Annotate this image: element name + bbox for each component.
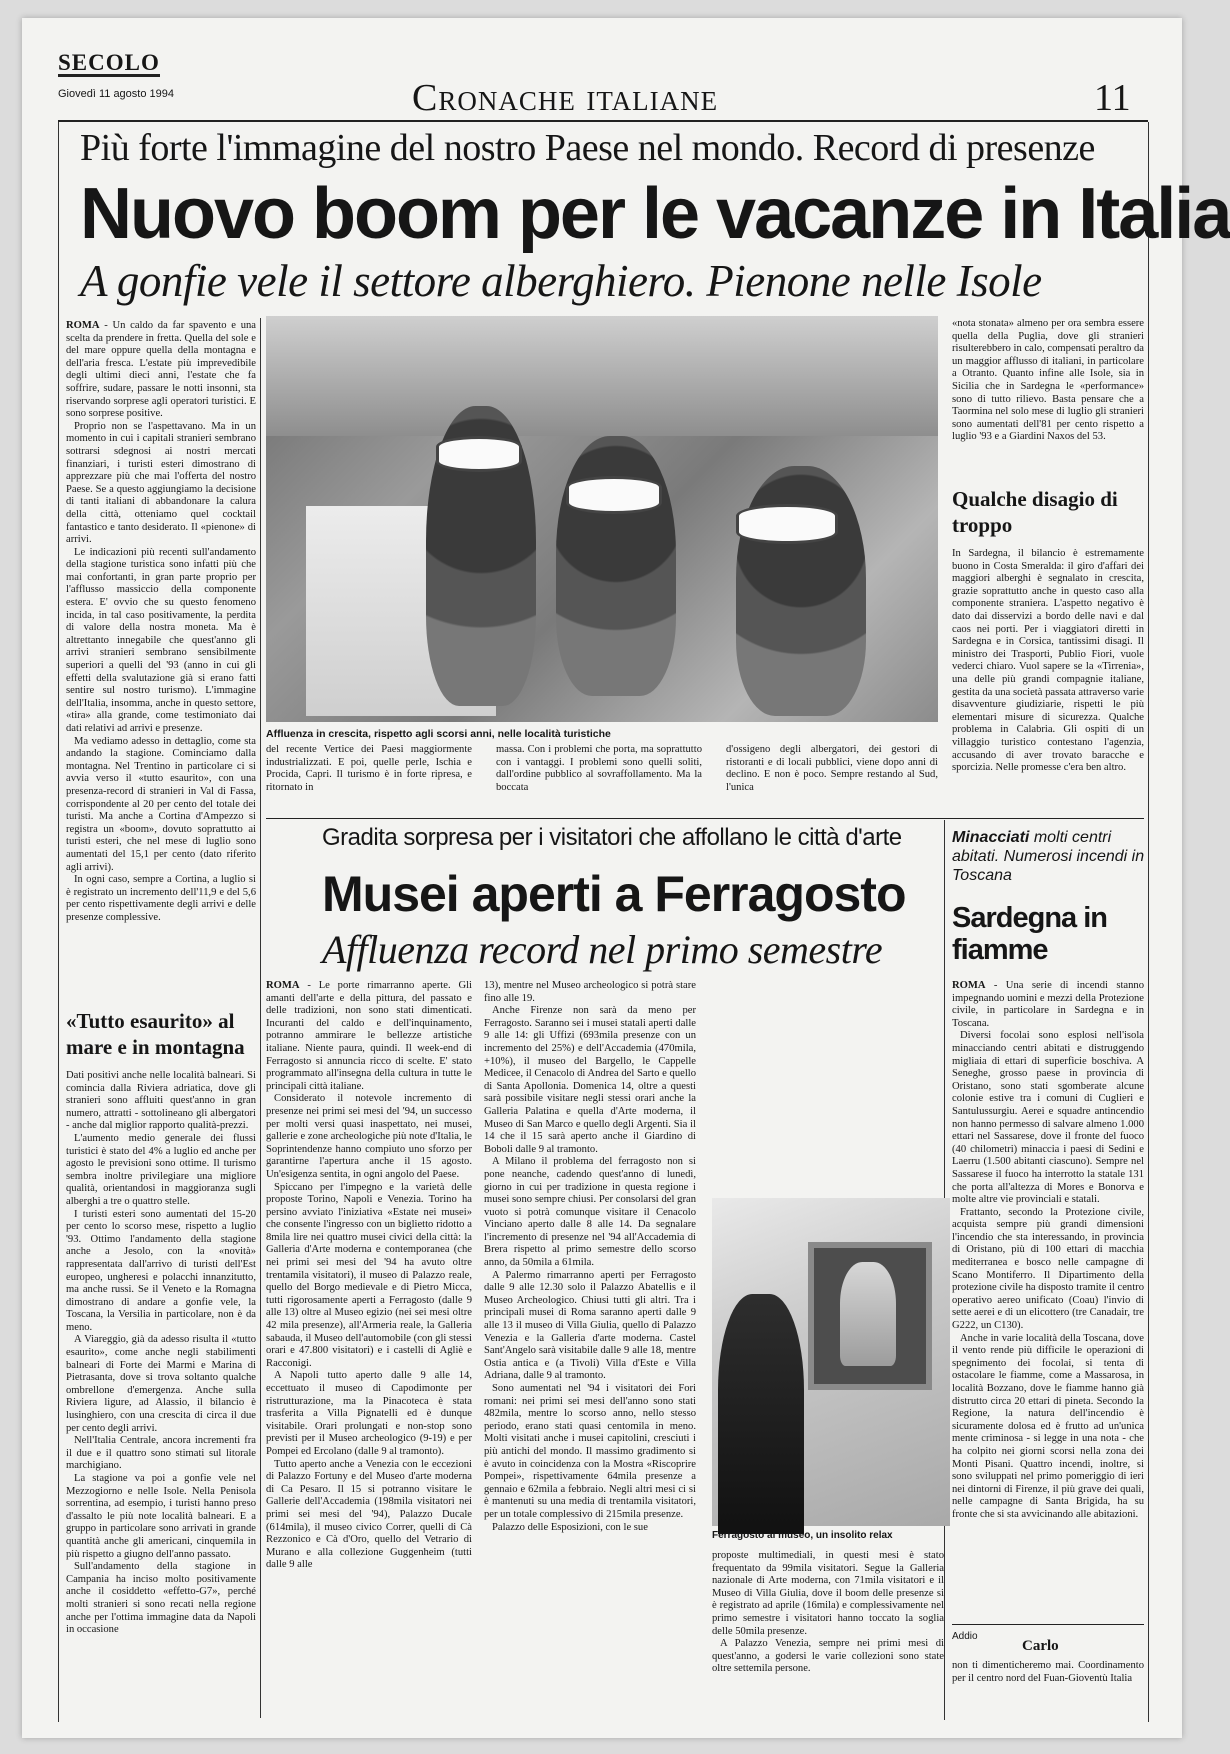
watermelon-slice — [436, 436, 522, 472]
story2-column-b — [484, 980, 696, 1720]
paragraph: Palazzo delle Esposizioni, con le sue — [492, 1521, 648, 1533]
photo-painting — [808, 1242, 932, 1390]
paragraph: Diversi focolai sono esplosi nell'isola minacciando centri abitati e distruggendo migliaia di ettari di superficie boschiva. A Seneghe, grosso paese in provincia di Oristano, sono stati sgomberate alcune colonie estive tra i comuni di Cuglieri e Santulussurgiu. Aerei e squadre antincendio non hanno permesso di salvare almeno 1.000 ettari nel Sassarese, dove il fronte del fuoco (40 chilometri) minaccia i paesi di Sedini e Laerru (1.500 abitanti ciascuno). Sempre nel Sassarese il fuoco ha interrotto la statale 131 che porta all'altezza di Mores e Bonorva e molte altre vie provinciali e statali. — [952, 1030, 1144, 1206]
story1-kicker: Più forte l'immagine del nostro Paese nel mondo. Record di presenze — [80, 127, 1095, 169]
photo-sea — [266, 316, 938, 436]
paragraph: In ogni caso, sempre a Cortina, a luglio si è registrato un incremento dell'11,9 e del 5,6 per cento rispettivamente degli arrivi e delle presenze complessive. — [66, 874, 256, 923]
addio-label: Addio — [952, 1631, 978, 1642]
paragraph: ROMA - Una serie di incendi stanno impegnando uomini e mezzi della Protezione civile, in particolare in Sardegna e in Toscana. — [952, 980, 1144, 1029]
paragraph: A Napoli tutto aperto dalle 9 alle 14, eccettuato il museo di Capodimonte per ristrutturazione, ma la Pinacoteca è stata trasferita a Villa Pignatelli ed è dunque visitabile. Orari prolungati e non-stop sono previsti per il Museo archeologico (9-19) e per Pompei ed Ercolano (dalle 9 al tramonto). — [266, 1370, 472, 1457]
column-divider-left — [260, 318, 261, 1718]
paragraph: I turisti esteri sono aumentati del 15-20 per cento lo scorso mese, rispetto a luglio '93. Ottimo l'andamento della stagione anche a Jesolo, con la «novità» rappresentata dall'arrivo di turisti dell'Est europeo, ungheresi e polacchi innanzitutto, ma anche russi. Se il Veneto e la Romagna dimostrano di andare a gonfie vele, la Toscana, la Versilia in particolare, non è da meno. — [66, 1208, 256, 1333]
museum-photo — [712, 1198, 950, 1526]
story1-continuation-c — [726, 744, 938, 814]
story3-kicker — [952, 828, 1148, 885]
story3-kicker-rest: molti centri abitati. Numerosi incendi in Toscana — [952, 829, 1145, 884]
paragraph: Anche Firenze non sarà da meno per Ferragosto. Saranno sei i musei statali aperti dalle 9 alle 14: gli Uffizi (693mila presenze con un incremento del 25%) e dell'Accademia (470mila, +10%), il museo del Bargello, le Cappelle Medicee, il Cenacolo di Andrea del Sarto e quello di Santa Apollonia. Domenica 14, oltre a questi sarà possibile visitare negli stessi orari anche la Galleria Palatina e quella d'Arte moderna, il Museo di San Marco e quello degli Argenti. Sia il 14 che il 15 sarà aperto anche il Giardino di Boboli dalle 9 al tramonto. — [484, 1005, 696, 1155]
story2-kicker: Gradita sorpresa per i visitatori che affollano le città d'arte — [322, 824, 902, 851]
paragraph: A Viareggio, già da adesso risulta il «tutto esaurito», come anche negli stabilimenti balneari di Forte dei Marmi e Marina di Pietrasanta, dove si trova soltanto qualche ombrellone d'emergenza. Anche sulla Riviera ligure, ad Alassio, il bilancio è lusinghiero, con una crescita di circa il due per cento degli arrivi. — [66, 1334, 256, 1434]
story3-kicker-bold: Minacciati — [952, 829, 1030, 846]
frame-right — [1148, 122, 1149, 1722]
paragraph: A Palermo rimarranno aperti per Ferragosto dalle 9 alle 12.30 solo il Palazzo Abatellis e il Museo Archeologico. Chiusi tutti gli altri. Tra i principali musei di Roma saranno aperti dalle 9 alle 13 il museo di Villa Giulia, quello di Palazzo Venezia e la Galleria d'arte moderna. Castel Sant'Angelo sarà visitabile dalle 9 alle 18, mentre Ostia antica e (a Tivoli) Villa d'Este e Villa Adriana, dalle 9 al tramonto. — [484, 1269, 696, 1382]
story1-column-right — [952, 318, 1144, 482]
paragraph: 13), mentre nel Museo archeologico si potrà stare fino alle 19. — [484, 980, 696, 1004]
newspaper-page — [22, 18, 1230, 1738]
paragraph: Proprio non se l'aspettavano. Ma in un momento in cui i capitali stranieri sembrano sottrarsi sdegnosi ai nostri mercati finanziari, i turisti esteri dimostrano di apprezzare più che mai l'offerta del nostro Paese. Se a questo aggiungiamo la decisione di tanti italiani di abbandonare la calura della città, otteniamo quel cocktail fantastico e tanto desiderato. Il «pienone» di arrivi. — [66, 420, 256, 546]
story2-column-a — [266, 980, 472, 1720]
paragraph: Ma vediamo adesso in dettaglio, come sta andando la stagione. Cominciamo dalla montagna. Nel Trentino in particolare ci si avvia verso il «tutto esaurito», con una presenza-record di stranieri in Val di Fassa, corrispondente al 20 per cento del totale dei turisti. Ma anche a Cortina d'Ampezzo si registra un «boom», dovuto soprattutto ai turisti esteri, che nel mese di luglio sono aumentati del 15,1 per cento (dato riferito agli arrivi). — [66, 735, 256, 873]
paragraph: Sono aumentati nel '94 i visitatori dei Fori romani: nei primi sei mesi dell'anno sono stati 482mila, mentre lo scorso anno, nello stesso periodo, erano stati quasi centomila in meno. Molti visitati anche i musei capitolini, cresciuti i più antichi del mondo. Il massimo gradimento si è avuto in coincidenza con la Mostra «Riscoprire Pompei», rispettivamente 64mila presenze a gennaio e 62mila a febbraio. Negli altri mesi ci si è mantenuti su una media di trentamila visitatori, per un totale complessivo di 215mila presenze. — [484, 1383, 696, 1520]
paragraph: Considerato il notevole incremento di presenze nei primi sei mesi del '94, un successo per molti versi quasi inaspettato, nei musei, gallerie e zone archeologiche più note d'Italia, le Soprintendenze hanno compiuto uno sforzo per garantirne l'apertura anche il 15 agosto. Un'esigenza sentita, in ogni angolo del Paese. — [266, 1093, 472, 1180]
story1-headline: Nuovo boom per le vacanze in Italia — [80, 174, 1230, 254]
paragraph: massa. Con i problemi che porta, ma soprattutto con i vantaggi. I problemi sono quelli soliti, dall'ordine pubblico al sovraffollamento. Ma la boccata — [496, 744, 702, 793]
paragraph: A Milano il problema del ferragosto non si pone neanche, cadendo quest'anno di lunedì, giorno in cui per tradizione in questa regione i musei sono sempre chiusi. Per consolarsi del gran vuoto si potrà comunque visitare il Cenacolo Vinciano aperto dalle 8 alle 14. Da segnalare l'incremento di presenze nel '94 all'Accademia di Brera rispetto al primo semestre dello scorso anno, da 50mila a 61mila. — [484, 1156, 696, 1269]
paragraph: In Sardegna, il bilancio è estremamente buono in Costa Smeralda: il giro d'affari dei maggiori alberghi è segnalato in crescita, grazie soprattutto anche in questo caso alla componente straniera. L'aspetto negativo è dato dai disservizi a bordo delle navi e dal caos nei porti. Per i viaggiatori diretti in Sardegna e in Corsica, tantissimi disagi. Il ministro dei Trasporti, Publio Fiori, vuole vederci chiaro. Vuol sapere se la «Tirrenia», una delle più grandi compagnie italiane, gestita da una società passata attraverso varie disavventure giudiziarie, rispetti le più elementari misure di sicurezza. Qualche problema in Calabria. Gli ospiti di un villaggio turistico contestano l'agenzia, accusando di aver trovato baracche e sporcizia. Nelle promesse c'era ben altro. — [952, 548, 1144, 774]
paragraph: ROMA - Un caldo da far spavento e una scelta da prendere in fretta. Quella del sole e del mare oppure quella della montagna e dell'aria fresca. L'estate più imprevedibile degli ultimi dieci anni, l'estate che fa soffrire, sudare, passare le notti insonni, sta riservando sorprese agli operatori turistici. E sono sorprese positive. — [66, 320, 256, 420]
story2-headline: Musei aperti a Ferragosto — [322, 866, 906, 922]
newspaper-logo: SECOLO — [58, 50, 160, 75]
photo-painting-figure — [840, 1262, 896, 1366]
paragraph: Sull'andamento della stagione in Campania ha inciso molto positivamente anche il cosiddetto «effetto-G7», perché molti stranieri si sono recati nella regione anche per l'ottima immagine data da Napoli in occasione — [66, 1561, 256, 1636]
story2-photo-caption: Ferragosto al museo, un insolito relax — [712, 1530, 893, 1541]
watermelon-slice — [736, 504, 838, 544]
story1-subtitle-b: Qualche disagio di troppo — [952, 487, 1118, 537]
story1-subhead: A gonfie vele il settore alberghiero. Pienone nelle Isole — [80, 256, 1042, 306]
watermelon-photo — [266, 316, 938, 722]
paragraph: non ti dimenticheremo mai. Coordinamento per il centro nord del Fuan-Gioventù Italia — [952, 1660, 1144, 1684]
section-title: Cronache italiane — [412, 77, 719, 119]
paragraph: Spiccano per l'impegno e la varietà delle proposte Torino, Napoli e Venezia. Torino ha persino avviato l'iniziativa «Estate nei musei» che consente l'ingresso con un biglietto ridotto a 8mila lire nei quattro musei civici della città: la Galleria d'Arte moderna e contemporanea (che nei primi sei mesi del '94 ha avuto oltre trentamila visitatori), il museo di Palazzo reale, quello del Borgo medievale e di Pietro Micca, tutti rigorosamente aperti a Ferragosto (dalle 9 alle 13) oltre al Museo egizio (nei sei mesi oltre 42 mila presenze), all'Armeria reale, la Galleria sabauda, il Museo dell'automobile (con gli stessi orari e 47.800 visitatori) e i castelli di Agliè e Racconigi. — [266, 1181, 472, 1369]
paragraph: Tutto aperto anche a Venezia con le eccezioni di Palazzo Fortuny e del Museo d'arte moderna di Ca Pesaro. Il 15 si potranno visitare le Gallerie dell'Accademia (198mila visitatori nei primi sei mesi del '94), Palazzo Ducale (614mila), il museo civico Correr, quelli di Cà Rezzonico e Cà d'Oro, quello del Vetrario di Murano e alla collezione Guggenheim (tutti dalle 9 alle — [266, 1458, 472, 1571]
watermelon-slice — [566, 476, 662, 514]
paragraph: Nell'Italia Centrale, ancora incrementi fra il due e il quattro sono stimati sul litorale marchigiano. — [66, 1435, 256, 1472]
paragraph: Anche in varie località della Toscana, dove il vento rende più difficile le operazioni di spegnimento dei focolai, si tenta di ostacolare le fiamme, come a Massarosa, in località Bozzano, dove le fiamme hanno già distrutto circa 20 ettari di pineta. Secondo la Regione, la natura dell'incendio è sicuramente dolosa ed è frutto ad un'unica mente criminosa - si legge in una nota - che ha colpito nei giorni scorsi nella zona dei Monti Pisani. Quattro incendi, inoltre, si sono sviluppati nel primo pomeriggio di ieri nei dintorni di Firenze, il più grave dei quali, nelle campagne di Santa Brigida, ha su fronte che si sta avvicinando alle abitazioni. — [952, 1332, 1144, 1520]
issue-date: Giovedì 11 agosto 1994 — [58, 88, 174, 100]
story3-column — [952, 980, 1144, 1620]
frame-left — [58, 122, 59, 1722]
story2-subhead: Affluenza record nel primo semestre — [322, 927, 883, 972]
paragraph: proposte multimediali, in questi mesi è stato frequentato da 99mila visitatori. Segue la Galleria nazionale di Arte moderna, con 71mila visitatori e il Museo di Villa Giulia, dove il boom delle presenze si è registrato ad aprile (16mila) e complessivamente nel primo semestre i visitatori hanno toccato la soglia delle 50mila presenze. — [712, 1550, 944, 1637]
story3-headline: Sardegna in fiamme — [952, 902, 1107, 966]
paragraph: A Palazzo Venezia, sempre nei primi mesi di quest'anno, a godersi le varie collezioni sono state oltre settemila persone. — [712, 1638, 944, 1675]
addio-rule — [952, 1624, 1144, 1625]
paragraph: d'ossigeno degli albergatori, dei gestori di ristoranti e di locali pubblici, viene dopo anni di declino. E non è poco. Sempre restando al Sud, l'unica — [726, 744, 938, 793]
paragraph: Frattanto, secondo la Protezione civile, acquista sempre più grandi dimensioni l'incendio che sta interessando, in provincia di Oristano, più di 100 ettari di macchia mediterranea e bosco nelle campagne di Scano Montiferro. Il Dipartimento della protezione civile ha disposto tramite il centro operativo aereo unificato (Coau) l'invio di sette aerei e di un elicottero (tre Canadair, tre G222, un C130). — [952, 1206, 1144, 1332]
story1-column-1b — [66, 1070, 256, 1720]
paragraph: «nota stonata» almeno per ora sembra essere quella della Puglia, dove gli stranieri risulterebbero in calo, compensati peraltro da un maggior afflusso di italiani, in particolare a Otranto. Quanto infine alle Isole, sia in Sicilia che in Sardegna le «performance» sono di tutto rilievo. Basta pensare che a Taormina nel solo mese di luglio gli stranieri sono aumentati dell'81 per cento rispetto a luglio '93 e a Giardini Naxos del 53. — [952, 318, 1144, 443]
story1-subtitle-a: «Tutto esaurito» al mare e in montagna — [66, 1009, 245, 1059]
addio-text — [952, 1660, 1144, 1720]
story1-continuation-b — [496, 744, 702, 814]
story1-column-1 — [66, 320, 256, 923]
story2-column-c — [712, 1550, 944, 1720]
paragraph: L'aumento medio generale dei flussi turistici è stato del 4% a luglio ed anche per agosto le previsioni sono ottime. Il turismo sembra inoltre privilegiare una migliore qualità, orientandosi in maggioranza sugli alberghi a tre o quattro stelle. — [66, 1132, 256, 1207]
paragraph: Le indicazioni più recenti sull'andamento della stagione turistica sono infatti più che mai confortanti, in gran parte proprio per l'afflusso massiccio della componente estera. E' ovvio che su questo fenomeno incida, in tal caso positivamente, la perdita di valore della nostra moneta. Ma è altrettanto innegabile che quest'anno gli arrivi stranieri sembrano sensibilmente superiori a quelli del '93 (anno in cui gli effetti della svalutazione già si erano fatti sentire sul nostro turismo). L'immagine dell'Italia, insomma, anche in questo settore, «tira» alla grande, come testimoniato dai dati relativi ad arrivi e presenze. — [66, 546, 256, 734]
paragraph: del recente Vertice dei Paesi maggiormente industrializzati. E poi, quelle perle, Ischia e Procida, Capri. Il turismo è in forte ripresa, e ritornato in — [266, 744, 472, 793]
story1-column-right-b — [952, 548, 1144, 814]
masthead-rule — [58, 120, 1148, 122]
paragraph: ROMA - Le porte rimarranno aperte. Gli amanti dell'arte e della pittura, del passato e delle tradizioni, non sono stati dimenticati. Incuranti del caldo e dell'inquinamento, potranno ammirare le bellezze artistiche italiane. Niente paura, quindi. Il week-end di Ferragosto si annuncia ricco di scelte. E' stato programmato all'insegna della cultura in tutte le principali città italiane. — [266, 980, 472, 1092]
page-number: 11 — [1094, 77, 1131, 119]
photo-visitor — [718, 1294, 804, 1534]
paragraph: La stagione va poi a gonfie vele nel Mezzogiorno e nelle Isole. Nella Penisola sorrentina, ad esempio, i turisti hanno preso d'assalto le più note località balneari. E a gruppo in particolare sono arrivati in grande quantità anche gli americani, cinquemila in più rispetto a giugno dell'anno passato. — [66, 1473, 256, 1560]
paragraph: Dati positivi anche nelle località balneari. Si comincia dalla Riviera adriatica, dove gli stranieri sono affluiti quest'anno in gran numero, attratti - sottolineano gli albergatori - anche dal miglior rapporto qualità-prezzi. — [66, 1070, 256, 1132]
photo-figure-center — [556, 436, 676, 696]
story1-photo-caption: Affluenza in crescita, rispetto agli scorsi anni, nelle località turistiche — [266, 728, 611, 740]
story-divider — [266, 818, 1144, 819]
story1-continuation-a — [266, 744, 472, 814]
addio-name: Carlo — [1022, 1638, 1059, 1654]
